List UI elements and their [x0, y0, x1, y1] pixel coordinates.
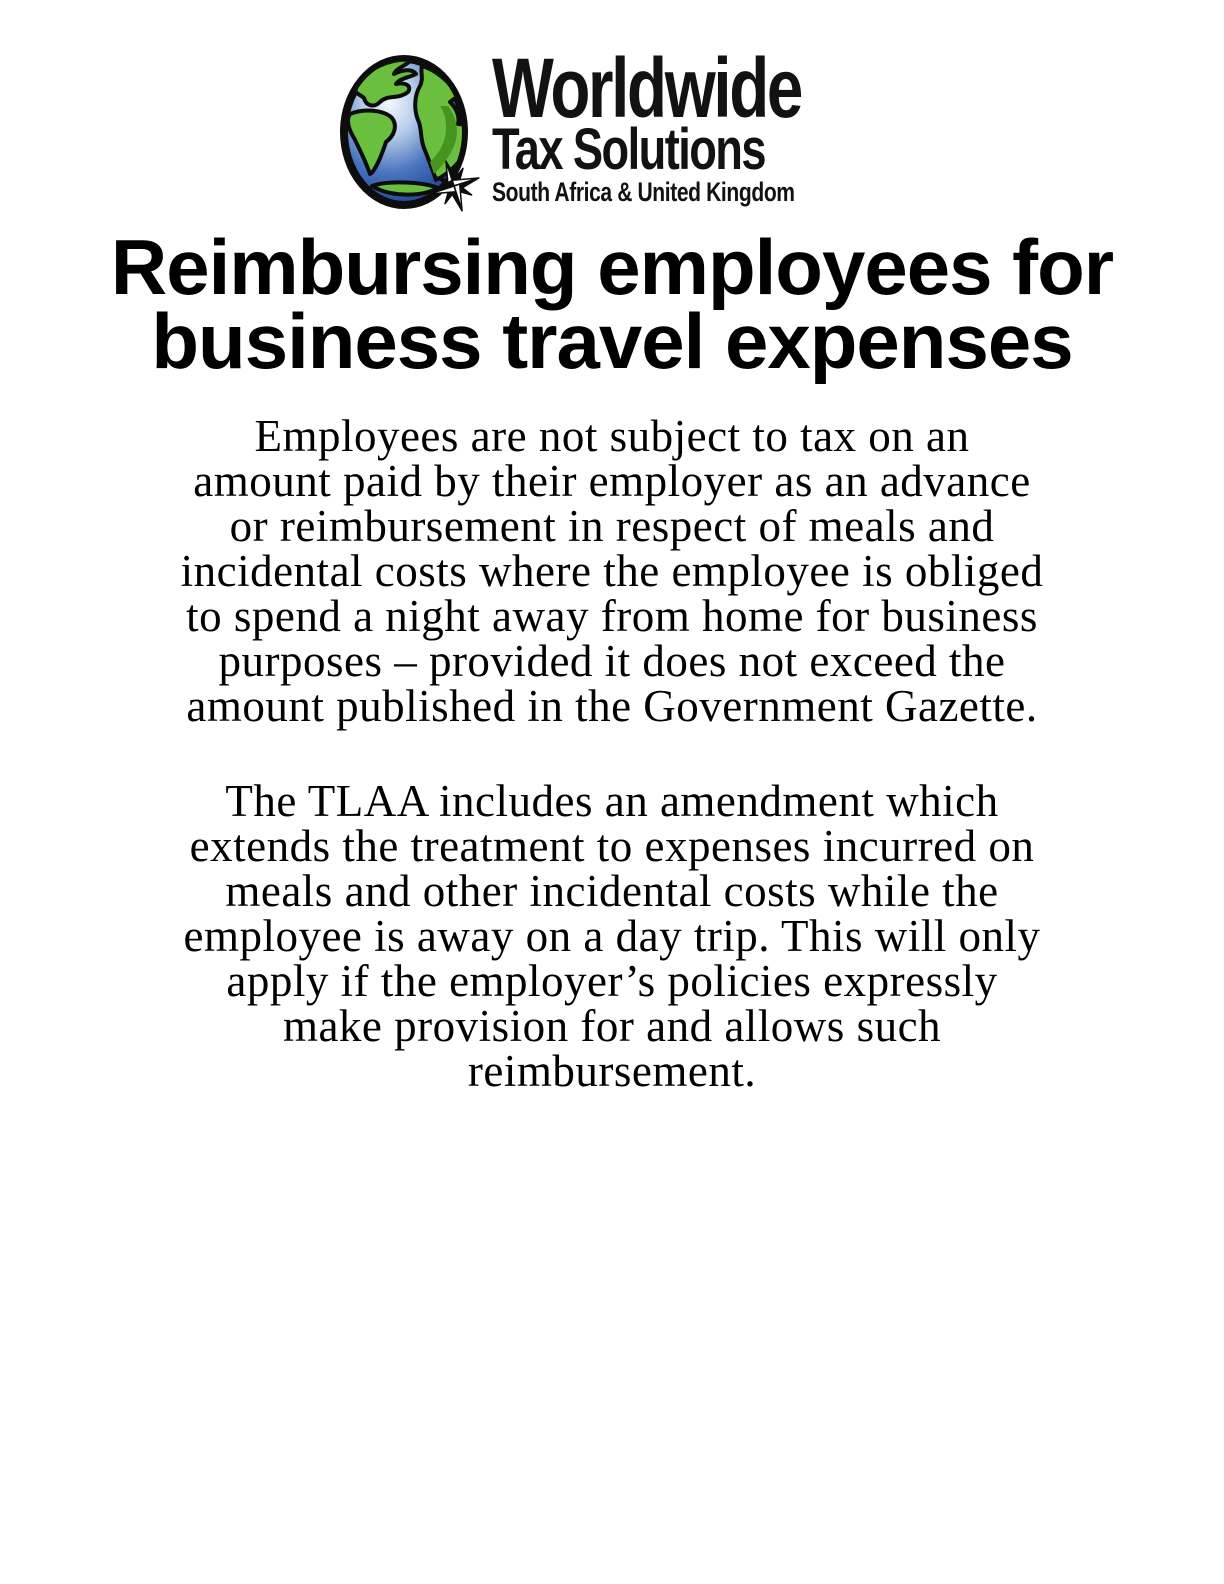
brand-name-line1: Worldwide — [491, 41, 801, 135]
brand-text-block — [491, 41, 801, 207]
paragraph-line: amount published in the Government Gazette. — [186, 681, 1038, 731]
brand-name-line2: Tax Solutions — [491, 117, 765, 182]
paragraph-line: The TLAA includes an amendment which — [225, 776, 999, 826]
paragraph-line: extends the treatment to expenses incurred on — [189, 821, 1035, 871]
paragraph-line: amount paid by their employer as an advance — [193, 456, 1031, 506]
paragraph-line: incidental costs where the employee is obliged — [180, 546, 1044, 596]
paragraph-line: or reimbursement in respect of meals and — [229, 501, 995, 551]
paragraph-line: make provision for and allows such — [282, 1001, 942, 1051]
paragraph-1 — [0, 411, 1224, 731]
paragraph-line: apply if the employer’s policies expressly — [226, 956, 998, 1006]
brand-tagline: South Africa & United Kingdom — [491, 177, 795, 207]
paragraph-line: to spend a night away from home for business — [186, 591, 1038, 641]
page-title — [0, 223, 1224, 385]
globe-with-compass-icon — [336, 50, 486, 216]
paragraph-line: purposes – provided it does not exceed the — [218, 636, 1006, 686]
paragraph-line: Employees are not subject to tax on an — [254, 411, 970, 461]
page-title-line2: business travel expenses — [151, 297, 1073, 385]
paragraph-2 — [0, 776, 1224, 1096]
page-title-line1: Reimbursing employees for — [110, 223, 1114, 311]
paragraph-line: reimbursement. — [467, 1046, 757, 1096]
paragraph-line: meals and other incidental costs while the — [225, 866, 999, 916]
paragraph-line: employee is away on a day trip. This will only — [183, 911, 1041, 961]
company-logo — [0, 41, 1224, 216]
